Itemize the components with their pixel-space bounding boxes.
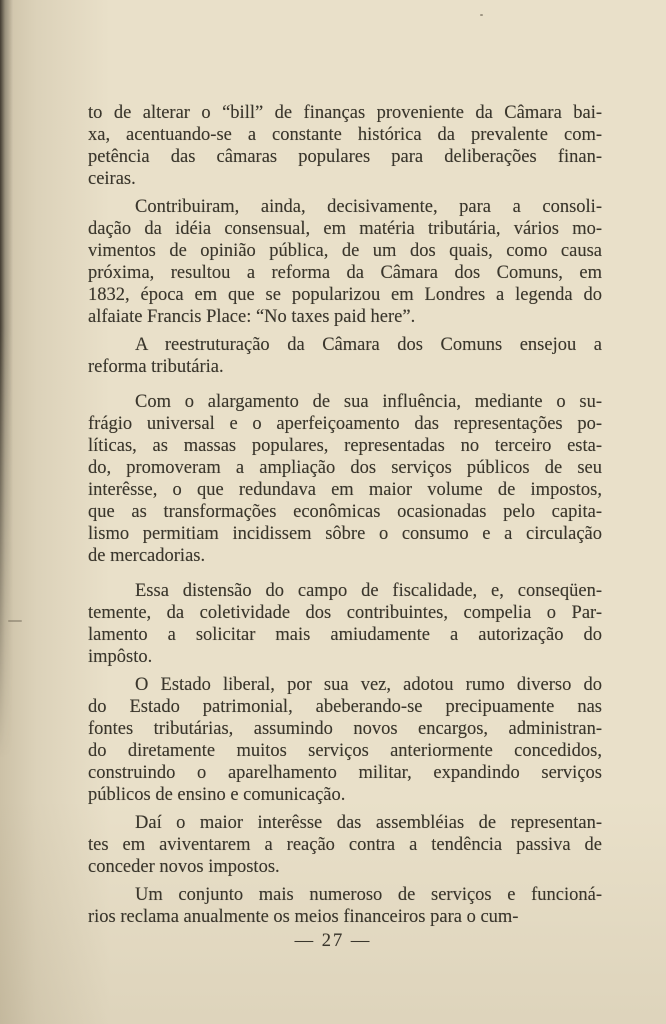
text-line: impôsto. [88,647,153,667]
text-line: rios reclama anualmente os meios financeiros para o cum- [88,907,519,927]
text-line: ceiras. [88,169,136,189]
text-line: temente, da coletividade dos contribuintes, compelia o Par- [88,603,602,623]
text-line: to de alterar o “bill” de finanças proveniente da Câmara bai- [88,103,602,123]
text-line: de mercadorias. [88,546,206,566]
text-line: públicos de ensino e comunicação. [88,785,346,805]
paragraph [88,580,602,668]
text-line: lismo permitiam incidissem sôbre o consumo e a circulação [88,524,602,544]
paragraph [88,884,602,928]
text-line: reforma tributária. [88,357,224,377]
text-line: 1832, época em que se popularizou em Londres a legenda do [88,285,602,305]
text-line: do Estado patrimonial, abeberando-se precipuamente nas [88,697,602,717]
page-number: — 27 — [294,931,372,951]
text-line: construindo o aparelhamento militar, expandindo serviços [88,763,602,783]
text-line: dação da idéia consensual, em matéria tributária, vários mo- [88,219,602,239]
text-line: alfaiate Francis Place: “No taxes paid here”. [88,307,416,327]
book-spine-shadow [0,0,13,1024]
text-line: conceder novos impostos. [88,857,280,877]
text-line: que as transformações econômicas ocasionadas pelo capita- [88,502,602,522]
paragraph [88,674,602,806]
page-text-block [88,102,602,928]
paragraph [88,391,602,567]
text-line: Um conjunto mais numeroso de serviços e funcioná- [135,885,602,905]
text-line: lamento a solicitar mais amiudamente a autorização do [88,625,602,645]
paragraph [88,196,602,328]
text-line: próxima, resultou a reforma da Câmara dos Comuns, em [88,263,602,283]
text-line: tes em aviventarem a reação contra a tendência passiva de [88,835,602,855]
text-line: fontes tributárias, assumindo novos encargos, administran- [88,719,602,739]
text-line: petência das câmaras populares para deliberações finan- [88,147,602,167]
text-line: Contribuiram, ainda, decisivamente, para a consoli- [135,197,602,217]
text-line: xa, acentuando-se a constante histórica da prevalente com- [88,125,602,145]
text-line: frágio universal e o aperfeiçoamento das representações po- [88,414,602,434]
text-line: O Estado liberal, por sua vez, adotou rumo diverso do [135,675,602,695]
text-line: do diretamente muitos serviços anteriormente concedidos, [88,741,602,761]
paragraph [88,334,602,378]
text-line: Com o alargamento de sua influência, mediante o su- [135,392,602,412]
text-line: A reestruturação da Câmara dos Comuns ensejou a [135,335,602,355]
paragraph [88,102,602,190]
text-line: do, promoveram a ampliação dos serviços públicos de seu [88,458,602,478]
paragraph [88,812,602,878]
paper-speck [8,620,22,622]
text-line: vimentos de opinião pública, de um dos quais, como causa [88,241,602,261]
paper-speck [480,14,483,16]
text-line: Daí o maior interêsse das assembléias de representan- [135,813,602,833]
text-line: interêsse, o que redundava em maior volume de impostos, [88,480,602,500]
text-line: líticas, as massas populares, representadas no terceiro esta- [88,436,602,456]
text-line: Essa distensão do campo de fiscalidade, e, conseqüen- [135,581,602,601]
